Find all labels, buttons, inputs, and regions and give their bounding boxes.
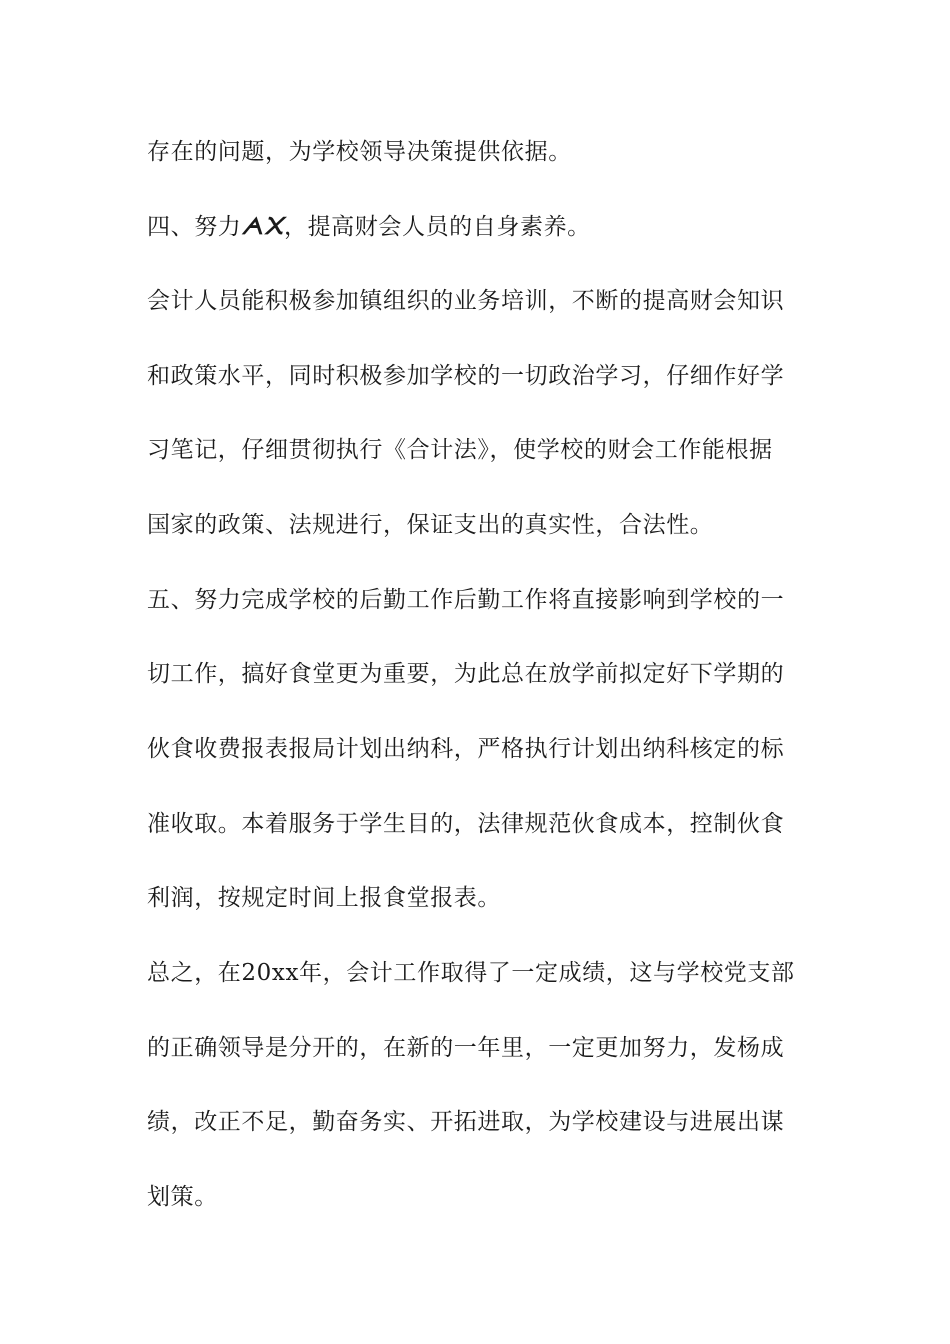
heading-suffix: ，提高财会人员的自身素养。 — [283, 214, 591, 240]
paragraph-line: 习笔记，仔细贯彻执行《合计法》，使学校的财会工作能根据 — [147, 437, 773, 463]
paragraph-line: 利润，按规定时间上报食堂报表。 — [147, 885, 501, 911]
paragraph-line: 国家的政策、法规进行，保证支出的真实性，合法性。 — [147, 512, 714, 538]
heading-prefix: 四、努力 — [147, 214, 242, 240]
paragraph-line: 和政策水平，同时积极参加学校的一切政治学习，仔细作好学 — [147, 363, 785, 389]
paragraph-line: 伙食收费报表报局计划出纳科，严格执行计划出纳科核定的标 — [147, 736, 785, 762]
section-heading-four — [147, 212, 807, 242]
paragraph-line: 划策。 — [147, 1184, 218, 1210]
paragraph-line: 会计人员能积极参加镇组织的业务培训，不断的提高财会知识 — [147, 288, 785, 314]
section-heading-five: 五、努力完成学校的后勤工作后勤工作将直接影响到学校的一 — [147, 587, 785, 613]
paragraph-line: 的正确领导是分开的，在新的一年里，一定更加努力，发杨成 — [147, 1035, 785, 1061]
conclusion-line: 总之，在20xx年，会计工作取得了一定成绩，这与学校党支部 — [147, 960, 795, 986]
paragraph-line: 绩，改正不足，勤奋务实、开拓进取，为学校建设与进展出谋 — [147, 1109, 785, 1135]
garbled-characters: ᗅ᙭ — [241, 214, 284, 240]
paragraph-line: 切工作，搞好食堂更为重要，为此总在放学前拟定好下学期的 — [147, 661, 785, 687]
paragraph-line: 存在的问题，为学校领导决策提供依据。 — [147, 139, 572, 165]
paragraph-line: 准收取。本着服务于学生目的，法律规范伙食成本，控制伙食 — [147, 811, 785, 837]
